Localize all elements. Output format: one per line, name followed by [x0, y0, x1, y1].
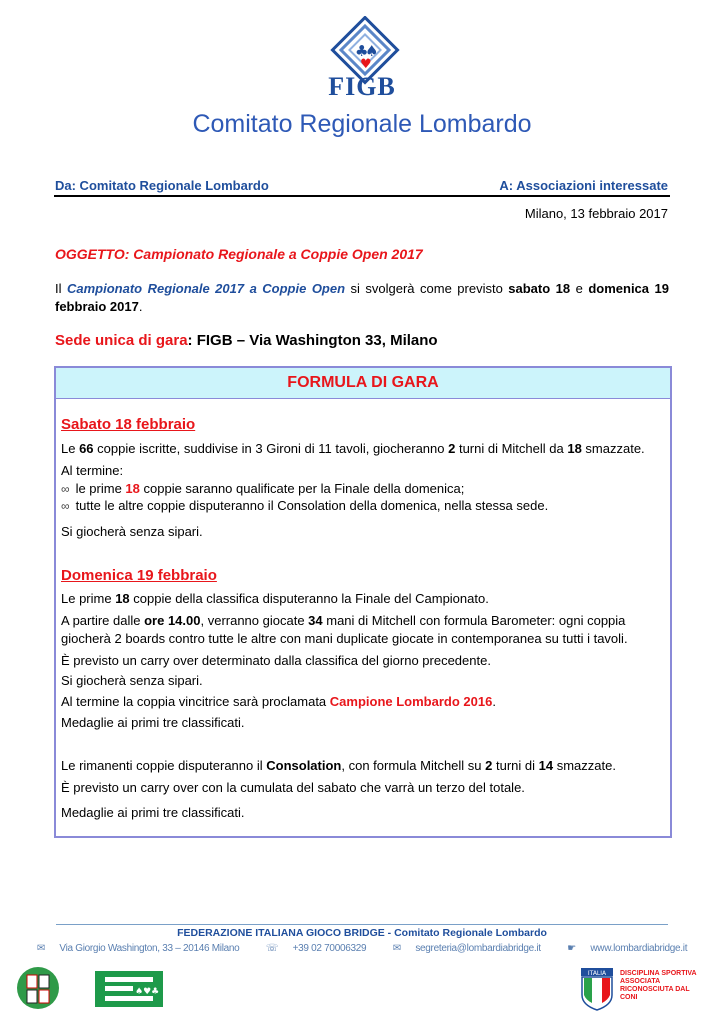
sunday-title: Domenica 19 febbraio: [61, 567, 217, 584]
coni-caption: DISCIPLINA SPORTIVA ASSOCIATA RICONOSCIUTA DAL CONI: [620, 970, 697, 1001]
intro-text: .: [138, 299, 143, 314]
web-item[interactable]: ☛ www.lombardiabridge.it: [567, 943, 688, 954]
intro-text: Il: [55, 281, 67, 296]
sunday-line-7: Medaglie ai primi tre classificati.: [61, 715, 245, 730]
header-divider: [54, 195, 670, 197]
page-title: Comitato Regionale Lombardo: [192, 110, 532, 138]
logo-wordmark: FIGB: [328, 72, 396, 101]
sunday-line-5: Si giocherà senza sipari.: [61, 673, 203, 688]
event-name: Campionato Regionale 2017 a Coppie Open: [66, 281, 346, 296]
intro-text: e: [570, 281, 589, 296]
federation-emblem: [95, 971, 163, 1007]
venue-line: [55, 332, 438, 349]
footer-divider: [56, 924, 668, 925]
intro-paragraph: [55, 280, 669, 316]
footer-contacts: [0, 943, 724, 954]
phone-icon: ☏: [265, 943, 279, 954]
phone-item: ☏ +39 02 70006329: [265, 943, 367, 954]
mail-icon: ✉: [392, 943, 401, 954]
sender: Da: Comitato Regionale Lombardo: [55, 178, 269, 193]
infinity-icon: ∞: [61, 482, 70, 496]
infinity-icon: ∞: [61, 499, 70, 513]
venue-label: Sede unica di gara: [55, 332, 188, 349]
saturday-line-1: Le 66 coppie iscritte, suddivise in 3 Gironi di 11 tavoli, giocheranno 2 turni di Mitchell da 18 smazzate.: [61, 441, 645, 456]
footer-organization: FEDERAZIONE ITALIANA GIOCO BRIDGE - Comitato Regionale Lombardo: [177, 927, 547, 939]
letter-date: Milano, 13 febbraio 2017: [524, 206, 668, 221]
coni-shield-logo: [580, 967, 614, 1011]
consolation-line-2: È previsto un carry over con la cumulata del sabato che varrà un terzo del totale.: [61, 780, 525, 795]
bridge-globe-logo: [15, 965, 61, 1011]
envelope-icon: ✉: [36, 943, 45, 954]
svg-text:♠: ♠: [365, 42, 379, 60]
sunday-line-1: Le prime 18 coppie della classifica disputeranno la Finale del Campionato.: [61, 591, 489, 606]
address-item: ✉ Via Giorgio Washington, 33 – 20146 Milano: [36, 943, 240, 954]
svg-text:♠♥♣: ♠♥♣: [135, 987, 160, 997]
subject-line: OGGETTO: Campionato Regionale a Coppie Open 2017: [55, 246, 423, 262]
saturday-line-3: Si giocherà senza sipari.: [61, 524, 203, 539]
formula-box: [54, 366, 672, 838]
day-two: domenica 19 febbraio 2017: [55, 281, 669, 314]
consolation-line-3: Medaglie ai primi tre classificati.: [61, 805, 245, 820]
day-one: sabato 18: [508, 281, 571, 296]
email-item[interactable]: ✉ segreteria@lombardiabridge.it: [392, 943, 541, 954]
intro-text: si svolgerà come previsto: [345, 281, 509, 296]
coni-label: ITALIA: [587, 970, 607, 977]
sunday-line-2: A partire dalle ore 14.00, verranno giocate 34 mani di Mitchell con formula Barometer: ogni coppia: [61, 613, 626, 628]
consolation-line-1: Le rimanenti coppie disputeranno il Consolation, con formula Mitchell su 2 turni di 14 smazzate.: [61, 758, 616, 773]
saturday-bullet-1: ∞ le prime 18 coppie saranno qualificate per la Finale della domenica;: [61, 481, 465, 496]
svg-text:♥: ♥: [360, 57, 372, 72]
saturday-title: Sabato 18 febbraio: [61, 416, 196, 433]
svg-text:♣: ♣: [355, 42, 369, 60]
saturday-line-2: Al termine:: [61, 463, 124, 478]
sunday-line-6: Al termine la coppia vincitrice sarà proclamata Campione Lombardo 2016.: [61, 694, 496, 709]
sunday-line-3: giocherà 2 boards contro tutte le altre con mani duplicate giocate in contemporanea su tutti i tavoli.: [61, 631, 628, 646]
formula-heading: FORMULA DI GARA: [56, 368, 670, 399]
recipient: A: Associazioni interessate: [499, 178, 668, 193]
web-icon: ☛: [567, 943, 576, 954]
saturday-bullet-2: ∞ tutte le altre coppie disputeranno il Consolation della domenica, nella stessa sede.: [61, 498, 549, 513]
sunday-line-4: È previsto un carry over determinato dalla classifica del giorno precedente.: [61, 653, 491, 668]
venue-value: : FIGB – Via Washington 33, Milano: [187, 332, 438, 349]
